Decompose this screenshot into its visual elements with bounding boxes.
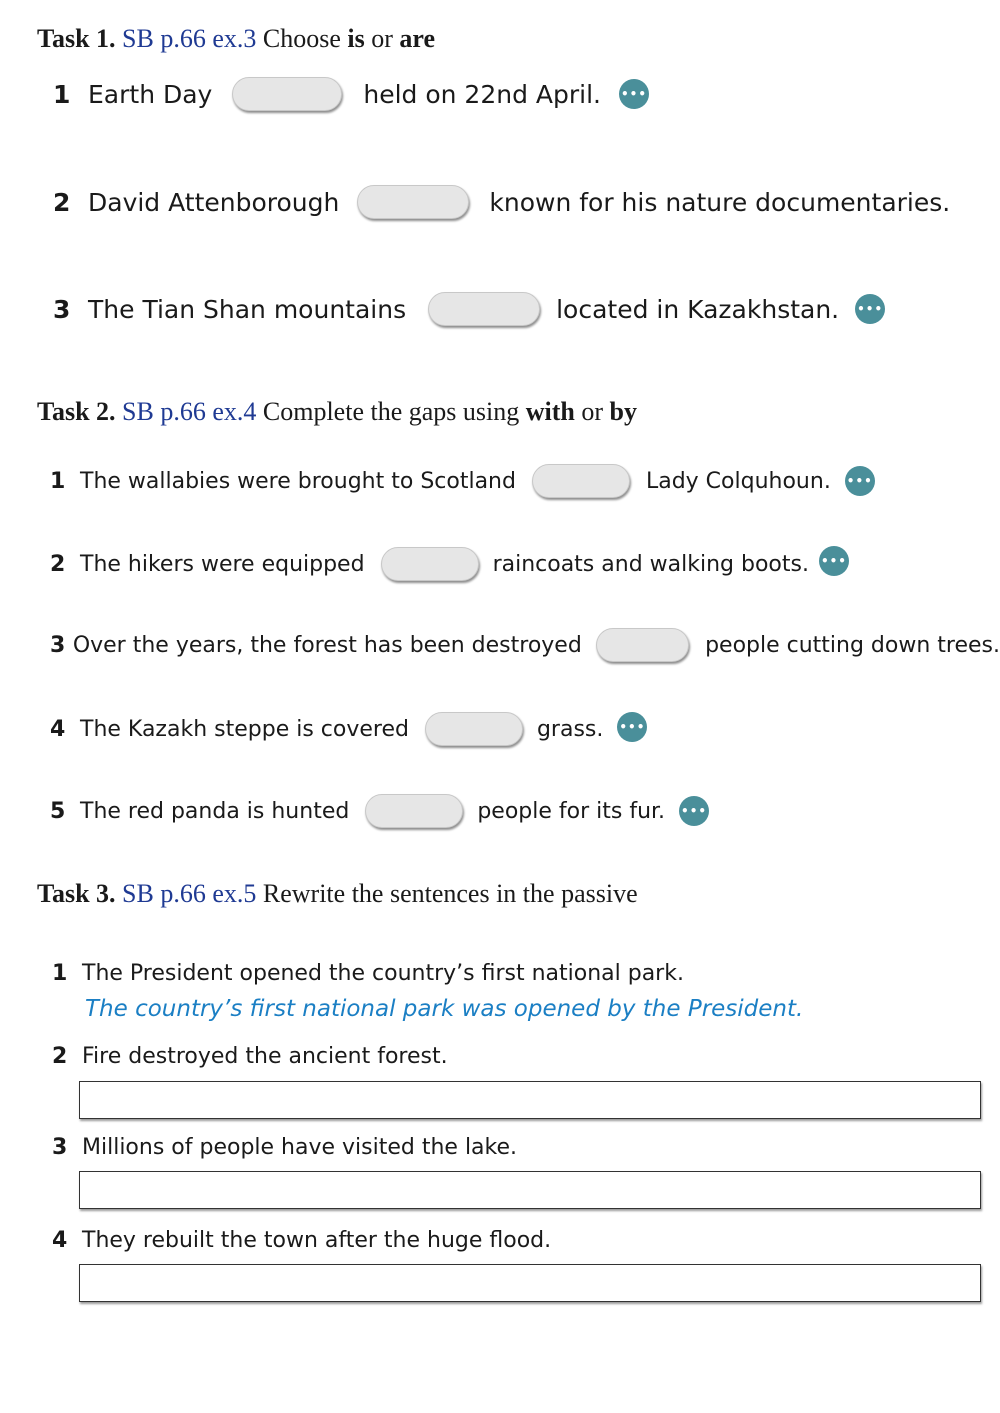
example-sentence: The President opened the country’s first national park. <box>82 960 684 986</box>
answer-gap[interactable] <box>428 292 540 326</box>
task1-item-3 <box>0 290 1000 328</box>
answer-gap[interactable] <box>596 628 689 662</box>
task3-example <box>0 956 1000 990</box>
task2-item-4 <box>0 711 1000 747</box>
answer-gap[interactable] <box>357 185 469 219</box>
sentence-after: Lady Colquhoun. <box>645 468 831 494</box>
sentence-before: The Tian Shan mountains <box>88 294 407 324</box>
task3-item-4 <box>0 1223 1000 1257</box>
sentence-after: raincoats and walking boots. <box>492 551 809 577</box>
more-dots-icon[interactable]: ••• <box>845 466 875 496</box>
sentence-before: Over the years, the forest has been destroyed <box>72 632 582 658</box>
sentence-before: David Attenborough <box>88 187 340 217</box>
item-number: 2 <box>52 1043 68 1069</box>
answer-gap[interactable] <box>425 712 523 746</box>
more-dots-icon[interactable]: ••• <box>619 79 649 109</box>
answer-gap[interactable] <box>532 464 630 498</box>
sentence: Fire destroyed the ancient forest. <box>82 1043 448 1069</box>
task1-item-2 <box>0 183 1000 221</box>
item-number: 3 <box>52 1134 68 1160</box>
task2-item-2 <box>0 546 1000 582</box>
item-number: 4 <box>52 1227 68 1253</box>
answer-gap[interactable] <box>365 794 463 828</box>
item-number: 2 <box>50 551 66 577</box>
item-number: 5 <box>50 798 66 824</box>
more-dots-icon[interactable]: ••• <box>819 546 849 576</box>
item-number: 2 <box>53 187 71 217</box>
sentence: Millions of people have visited the lake. <box>82 1134 518 1160</box>
sentence-before: Earth Day <box>88 79 213 109</box>
task3-item-3 <box>0 1130 1000 1164</box>
sentence-after: grass. <box>536 716 604 742</box>
answer-gap[interactable] <box>381 547 479 581</box>
sentence-after: people cutting down trees. <box>705 632 1000 658</box>
task1-item-1 <box>0 75 1000 113</box>
sentence-before: The hikers were equipped <box>80 551 365 577</box>
task1-heading: Task 1. SB p.66 ex.3 Choose is or are <box>37 24 436 53</box>
sentence-before: The wallabies were brought to Scotland <box>80 468 516 494</box>
answer-input-2[interactable] <box>79 1081 981 1119</box>
answer-gap[interactable] <box>232 77 342 111</box>
item-number: 1 <box>50 468 66 494</box>
task2-item-1 <box>0 463 1000 499</box>
task3-item-2 <box>0 1039 1000 1073</box>
more-dots-icon[interactable]: ••• <box>617 712 647 742</box>
example-answer: The country’s first national park was opened by the President. <box>85 996 804 1022</box>
item-number: 4 <box>50 716 66 742</box>
sentence-after: held on 22nd April. <box>363 79 601 109</box>
answer-input-4[interactable] <box>79 1264 981 1302</box>
sentence-before: The Kazakh steppe is covered <box>80 716 409 742</box>
task2-item-5 <box>0 793 1000 829</box>
sentence: They rebuilt the town after the huge flood. <box>82 1227 552 1253</box>
task3-heading: Task 3. SB p.66 ex.5 Rewrite the sentences in the passive <box>37 879 638 908</box>
task2-item-3 <box>0 627 1000 663</box>
sentence-after: people for its fur. <box>477 798 666 824</box>
answer-input-3[interactable] <box>79 1171 981 1209</box>
task2-heading: Task 2. SB p.66 ex.4 Complete the gaps using with or by <box>37 397 638 426</box>
sentence-after: located in Kazakhstan. <box>556 294 840 324</box>
sentence-before: The red panda is hunted <box>80 798 350 824</box>
more-dots-icon[interactable]: ••• <box>855 294 885 324</box>
item-number: 3 <box>50 632 66 658</box>
item-number: 1 <box>53 79 71 109</box>
item-number: 3 <box>53 294 71 324</box>
sentence-after: known for his nature documentaries. <box>489 187 951 217</box>
item-number: 1 <box>52 960 68 986</box>
more-dots-icon[interactable]: ••• <box>679 796 709 826</box>
